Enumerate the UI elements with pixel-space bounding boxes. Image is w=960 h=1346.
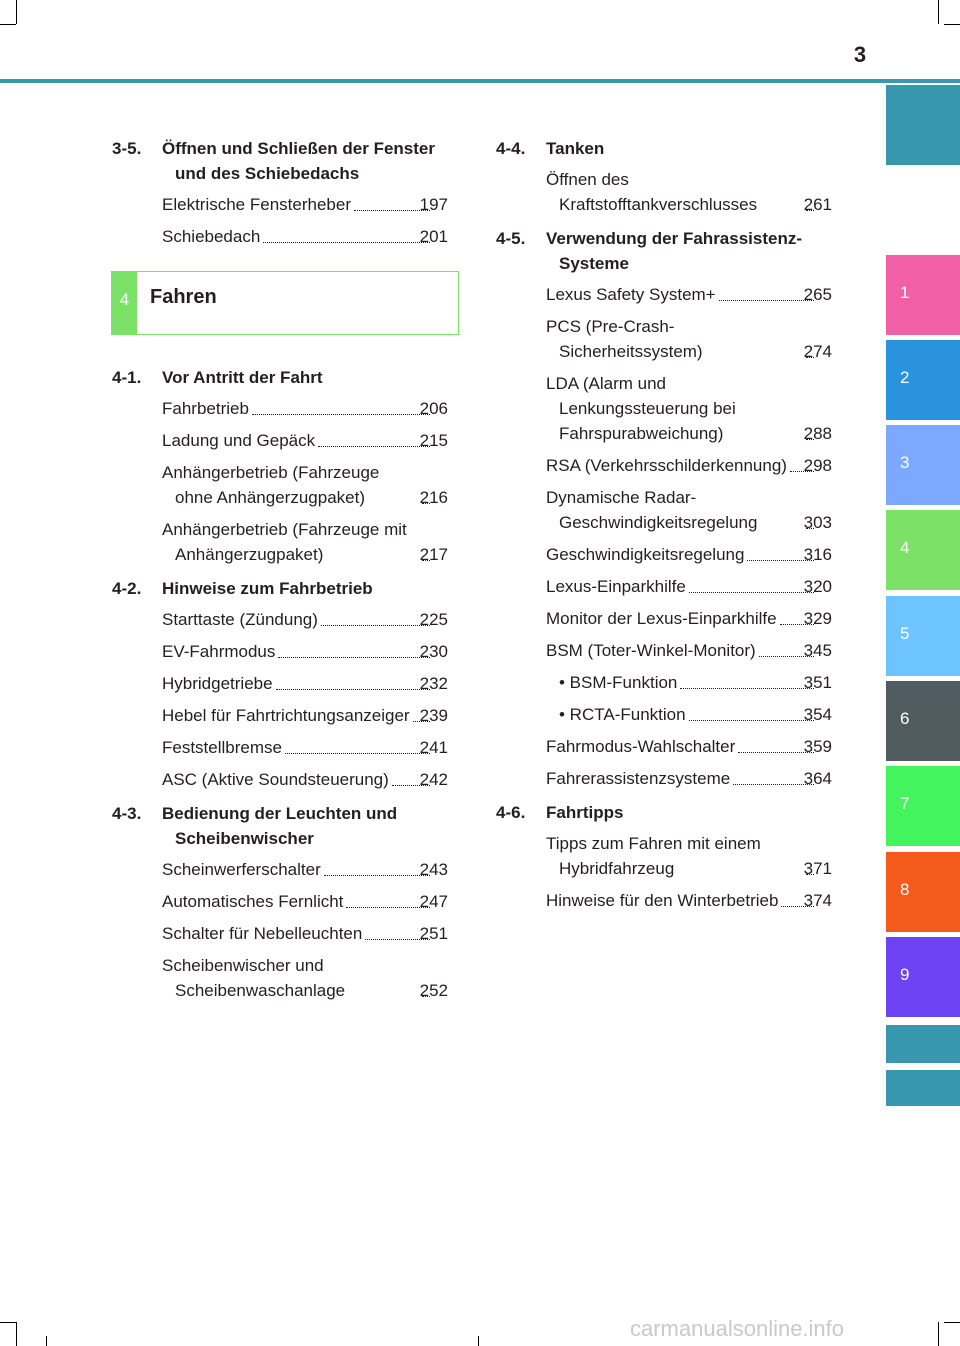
- toc-entry[interactable]: [112, 428, 448, 453]
- toc-entry-text: Fahrbetrieb: [162, 399, 249, 418]
- section-heading: [112, 576, 448, 601]
- toc-entry-text: LDA (Alarm und Lenkungssteuerung bei Fahrspurabweichung): [546, 374, 736, 443]
- chapter-tab-8[interactable]: [886, 852, 960, 932]
- crop-mark: [0, 24, 16, 25]
- toc-entry[interactable]: [112, 639, 448, 664]
- section-heading: [496, 136, 832, 161]
- chapter-tab-1[interactable]: [886, 255, 960, 335]
- chapter-tab-3[interactable]: [886, 425, 960, 505]
- toc-entry-text: Starttaste (Zündung): [162, 610, 318, 629]
- section-title: Fahrtipps: [546, 803, 624, 822]
- toc-entry-text: Scheinwerferschalter: [162, 860, 321, 879]
- toc-entry-text: Feststellbremse: [162, 738, 282, 757]
- chapter-tab-label: 6: [900, 709, 910, 728]
- toc-entry[interactable]: [112, 953, 448, 1003]
- toc-entry-text: Öffnen des Kraftstofftankverschlusses: [546, 170, 758, 214]
- chapter-tab-7[interactable]: [886, 766, 960, 846]
- toc-entry[interactable]: [112, 396, 448, 421]
- chapter-tab-label: 4: [900, 538, 910, 557]
- toc-page-number: 316: [803, 545, 832, 564]
- toc-entry-text: BSM (Toter-Winkel-Monitor): [546, 641, 756, 660]
- dot-leader: [324, 875, 430, 876]
- toc-entry[interactable]: [112, 192, 448, 217]
- toc-entry-text: • RCTA-Funktion: [559, 705, 686, 724]
- section-heading: [112, 365, 448, 390]
- dot-leader: [252, 414, 430, 415]
- toc-entry[interactable]: [496, 638, 832, 663]
- section-heading: [496, 800, 832, 825]
- toc-page-number: 217: [419, 545, 448, 564]
- crop-mark: [478, 1336, 479, 1346]
- dot-leader: [689, 592, 814, 593]
- toc-entry[interactable]: [112, 517, 448, 567]
- toc-page-number: 232: [419, 674, 448, 693]
- toc-entry-text: Schalter für Nebelleuchten: [162, 924, 363, 943]
- toc-page-number: 242: [419, 770, 448, 789]
- toc-page-number: 364: [803, 769, 832, 788]
- dot-leader: [285, 753, 430, 754]
- chapter-tab-6[interactable]: [886, 681, 960, 761]
- toc-entry-text: Fahrerassistenzsysteme: [546, 769, 731, 788]
- toc-page-number: 251: [419, 924, 448, 943]
- toc-entry[interactable]: [112, 921, 448, 946]
- chapter-tab-label: 2: [900, 368, 910, 387]
- toc-entry[interactable]: [112, 460, 448, 510]
- crop-mark: [16, 0, 17, 24]
- toc-entry-text: ASC (Aktive Soundsteuerung): [162, 770, 389, 789]
- toc-entry[interactable]: [112, 767, 448, 792]
- dot-leader: [689, 720, 814, 721]
- section-number: 4-5.: [496, 229, 526, 248]
- section-number: 4-6.: [496, 803, 526, 822]
- toc-entry[interactable]: [112, 857, 448, 882]
- section-number: 4-3.: [112, 804, 142, 823]
- section-title: Bedienung der Leuchten und Scheibenwischer: [162, 804, 398, 848]
- toc-entry-text: Automatisches Fernlicht: [162, 892, 344, 911]
- chapter-tab-label: 5: [900, 624, 910, 643]
- crop-mark: [0, 1322, 16, 1323]
- toc-page-number: 215: [419, 431, 448, 450]
- chapter-tab-blank[interactable]: [886, 1025, 960, 1063]
- toc-left-column: [112, 136, 448, 1010]
- chapter-tab-2[interactable]: [886, 340, 960, 420]
- chapter-heading-box: [111, 271, 459, 335]
- toc-entry-text: EV-Fahrmodus: [162, 642, 276, 661]
- toc-entry-text: Lexus-Einparkhilfe: [546, 577, 686, 596]
- section-title: Hinweise zum Fahrbetrieb: [162, 579, 373, 598]
- section-number: 4-1.: [112, 368, 142, 387]
- toc-entry-text: Hebel für Fahrtrichtungsanzeiger: [162, 706, 410, 725]
- toc-entry-text: Monitor der Lexus-Einparkhilfe: [546, 609, 777, 628]
- section-number: 4-2.: [112, 579, 142, 598]
- toc-entry[interactable]: [496, 282, 832, 307]
- toc-entry-text: Hinweise für den Winterbetrieb: [546, 891, 779, 910]
- toc-page-number: 274: [803, 342, 832, 361]
- dot-leader: [719, 300, 814, 301]
- toc-entry-text: Elektrische Fensterheber: [162, 195, 351, 214]
- section-title: Vor Antritt der Fahrt: [162, 368, 323, 387]
- toc-entry[interactable]: [112, 224, 448, 249]
- toc-entry[interactable]: [496, 831, 832, 881]
- section-number: 3-5.: [112, 139, 142, 158]
- toc-page-number: 243: [419, 860, 448, 879]
- toc-page-number: 374: [803, 891, 832, 910]
- toc-entry-text: Anhängerbetrieb (Fahrzeuge mit Anhängerzugpaket): [162, 520, 407, 564]
- toc-entry[interactable]: [496, 542, 832, 567]
- section-heading: [112, 136, 448, 186]
- toc-entry[interactable]: [496, 702, 832, 727]
- chapter-tab-blank[interactable]: [886, 1070, 960, 1106]
- toc-page-number: 265: [803, 285, 832, 304]
- toc-page-number: 261: [803, 195, 832, 214]
- toc-page-number: 351: [803, 673, 832, 692]
- toc-page-number: 206: [419, 399, 448, 418]
- chapter-tab-9[interactable]: [886, 937, 960, 1017]
- header-rule: [0, 79, 960, 83]
- crop-mark: [16, 1322, 17, 1346]
- crop-mark: [944, 1322, 960, 1323]
- chapter-number: 4: [112, 272, 137, 334]
- toc-entry-text: Tipps zum Fahren mit einem Hybridfahrzeug: [546, 834, 761, 878]
- section-title: Öffnen und Schließen der Fenster und des Schiebedachs: [162, 139, 435, 183]
- section-heading: [496, 226, 832, 276]
- toc-page-number: 197: [419, 195, 448, 214]
- toc-page-number: 201: [419, 227, 448, 246]
- section-title: Tanken: [546, 139, 605, 158]
- chapter-tab-4[interactable]: [886, 510, 960, 590]
- toc-entry-text: Hybridgetriebe: [162, 674, 273, 693]
- toc-entry[interactable]: [496, 888, 832, 913]
- toc-page-number: 320: [803, 577, 832, 596]
- dot-leader: [318, 446, 430, 447]
- toc-entry[interactable]: [112, 889, 448, 914]
- toc-page-number: 225: [419, 610, 448, 629]
- toc-entry-text: RSA (Verkehrsschilderkennung): [546, 456, 787, 475]
- toc-page-number: 371: [803, 859, 832, 878]
- section-title: Verwendung der Fahrassistenz-Systeme: [546, 229, 803, 273]
- toc-page-number: 329: [803, 609, 832, 628]
- toc-page-number: 252: [419, 981, 448, 1000]
- chapter-tab-label: 3: [900, 453, 910, 472]
- toc-entry[interactable]: [496, 606, 832, 631]
- toc-entry[interactable]: [496, 371, 832, 446]
- toc-entry-text: • BSM-Funktion: [559, 673, 678, 692]
- crop-mark: [938, 0, 939, 24]
- toc-entry[interactable]: [496, 314, 832, 364]
- toc-entry-text: Anhängerbetrieb (Fahrzeuge ohne Anhängerzugpaket): [162, 463, 380, 507]
- chapter-tab-label: 7: [900, 794, 910, 813]
- chapter-tab-blank[interactable]: [886, 85, 960, 165]
- toc-entry-text: Scheibenwischer und Scheibenwaschanlage: [162, 956, 346, 1000]
- toc-entry-text: Geschwindigkeitsregelung: [546, 545, 745, 564]
- toc-page-number: 241: [419, 738, 448, 757]
- crop-mark: [944, 24, 960, 25]
- toc-entry[interactable]: [112, 703, 448, 728]
- toc-entry-text: Schiebedach: [162, 227, 261, 246]
- chapter-tab-label: 8: [900, 880, 910, 899]
- toc-entry-text: PCS (Pre-Crash-Sicherheitssystem): [546, 317, 703, 361]
- toc-right-column: [496, 136, 832, 920]
- toc-page-number: 247: [419, 892, 448, 911]
- toc-page-number: 359: [803, 737, 832, 756]
- dot-leader: [738, 752, 813, 753]
- section-heading: [112, 801, 448, 851]
- dot-leader: [276, 689, 430, 690]
- chapter-tab-label: 1: [900, 283, 910, 302]
- dot-leader: [354, 210, 430, 211]
- chapter-tab-label: 9: [900, 965, 910, 984]
- toc-entry-text: Ladung und Gepäck: [162, 431, 316, 450]
- dot-leader: [733, 784, 813, 785]
- chapter-tab-5[interactable]: [886, 596, 960, 676]
- toc-entry[interactable]: [496, 574, 832, 599]
- chapter-title: Fahren: [150, 286, 217, 308]
- toc-entry[interactable]: [496, 766, 832, 791]
- page-number: 3: [853, 42, 867, 67]
- watermark: carmanualsonline.info: [630, 1316, 845, 1341]
- toc-page-number: 230: [419, 642, 448, 661]
- toc-page-number: 298: [803, 456, 832, 475]
- toc-entry[interactable]: [496, 734, 832, 759]
- toc-page-number: 216: [419, 488, 448, 507]
- toc-entry-text: Fahrmodus-Wahlschalter: [546, 737, 736, 756]
- toc-page-number: 288: [803, 424, 832, 443]
- toc-entry-text: Lexus Safety System+: [546, 285, 716, 304]
- dot-leader: [278, 657, 429, 658]
- toc-page-number: 354: [803, 705, 832, 724]
- toc-entry[interactable]: [496, 670, 832, 695]
- section-number: 4-4.: [496, 139, 526, 158]
- toc-entry[interactable]: [112, 671, 448, 696]
- toc-entry-text: Dynamische Radar-Geschwindigkeitsregelung: [546, 488, 758, 532]
- crop-mark: [938, 1322, 939, 1346]
- toc-entry[interactable]: [496, 485, 832, 535]
- toc-page-number: 345: [803, 641, 832, 660]
- toc-entry[interactable]: [112, 607, 448, 632]
- dot-leader: [263, 242, 429, 243]
- dot-leader: [321, 625, 430, 626]
- toc-entry[interactable]: [496, 167, 832, 217]
- toc-entry[interactable]: [112, 735, 448, 760]
- dot-leader: [346, 907, 429, 908]
- toc-page-number: 303: [803, 513, 832, 532]
- crop-mark: [46, 1336, 47, 1346]
- toc-page-number: 239: [419, 706, 448, 725]
- dot-leader: [680, 688, 813, 689]
- toc-entry[interactable]: [496, 453, 832, 478]
